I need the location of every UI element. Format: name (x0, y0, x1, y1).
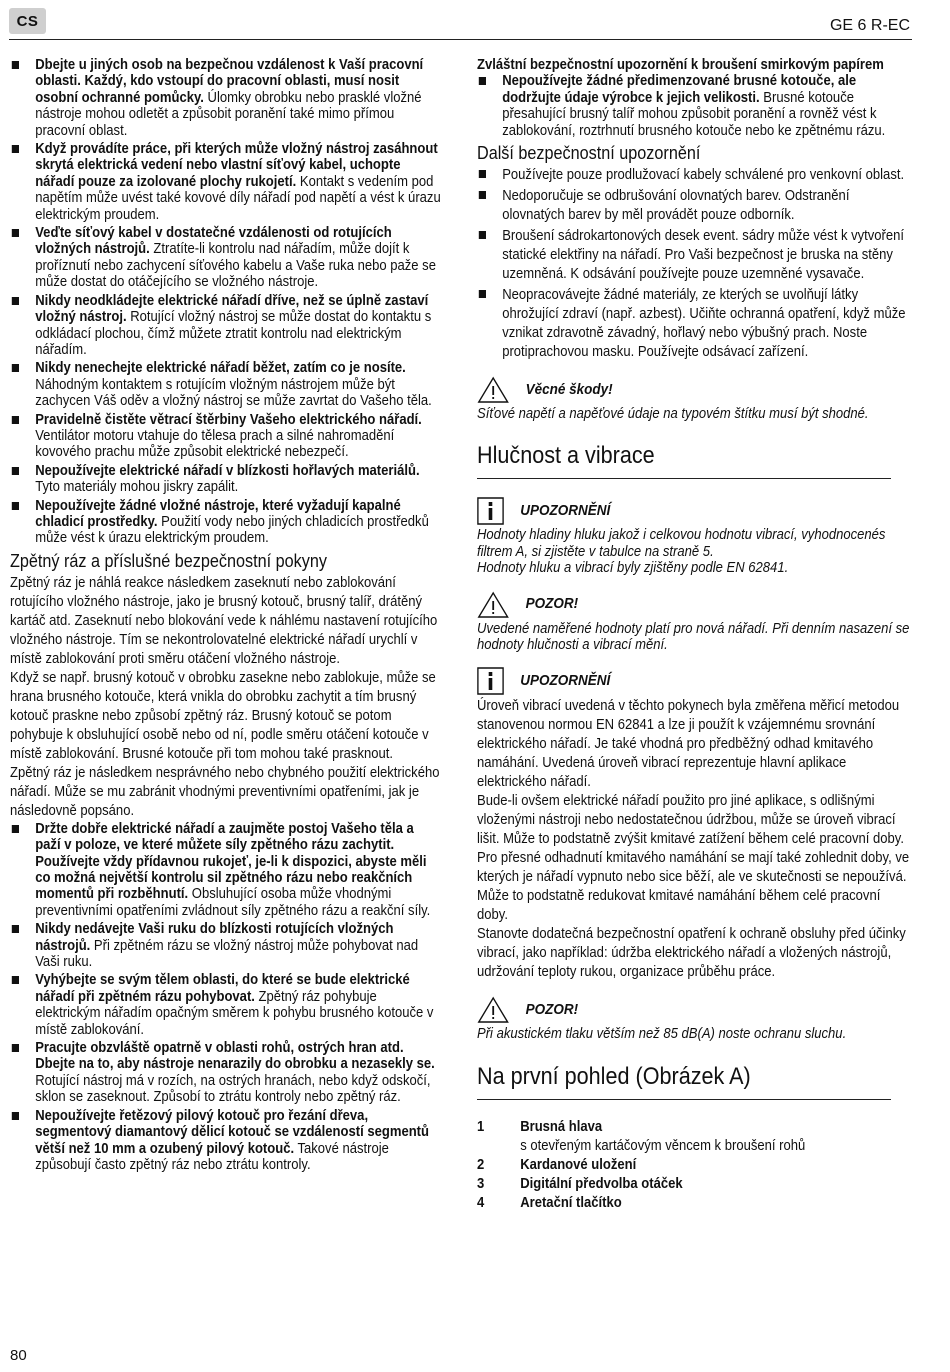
bullet-text: Zpětný ráz pohybuje elektrickým nářadím opačným směrem k pohybu brusného kotouče v místě zablokování. (35, 988, 434, 1038)
overview-item (477, 1194, 910, 1213)
overview-item-label: Kardanové uložení (520, 1156, 637, 1173)
vibration-paragraph: Úroveň vibrací uvedená v těchto pokynech byla změřena měřicí metodou stanovenou normou EN 62841 a lze ji použít k vzájemnému srovnání elektrického nářadí. Je také vhodná pro předběžný odhad kmitavého namáhání. Uvedená úroveň vibrací reprezentuje hlavní aplikace elektrického nářadí. (477, 698, 900, 791)
damage-note-title: Věcné škody! (525, 380, 613, 398)
bullet-text: Takové nástroje způsobují často zpětný ráz nebo ztrátu kontroly. (35, 1140, 389, 1173)
more-safety-bullet: Používejte pouze prodlužovací kabely schválené pro venkovní oblast. (477, 166, 910, 185)
info-note-2-header (477, 667, 910, 695)
bullet-bold: Nepoužívejte žádné předimenzované brusné kotouče, ale dodržujte údaje výrobce k jejich velikosti. (502, 73, 857, 106)
overview-item (477, 1118, 910, 1137)
bullet-text: Kontakt s vedením pod napětím může uvést také kovové díly nářadí pod napětí a vést k úrazu elektrickým proudem. (35, 173, 441, 223)
bullet-text: Ventilátor motoru vtahuje do tělesa prach a silné nahromadění kovového prachu může způsobit elektrické nebezpečí. (35, 427, 395, 461)
overview-item (477, 1156, 910, 1175)
more-safety-bullet: Broušení sádrokartonových desek event. sádry může vést k vytvoření statické elektřiny na nářadí. Pro Vaši bezpečnost je bruska na stěny uzemněná. K odsávání používejte pouze uzemněné vysavače. (477, 227, 910, 284)
overview-item (477, 1175, 910, 1194)
overview-heading-rule (477, 1099, 891, 1100)
caution-2-body: Při akustickém tlaku větším než 85 dB(A) noste ochranu sluchu. (477, 1026, 847, 1043)
overview-item-label: Aretační tlačítko (520, 1194, 622, 1211)
kickback-paragraph: Zpětný ráz je následkem nesprávného nebo chybného použití elektrického nářadí. Může se mu zabránit vhodnými preventivními opatřeními, jak je následovně popsáno. (10, 764, 440, 819)
safety-bullet (10, 293, 442, 359)
noise-heading-rule (477, 478, 891, 479)
safety-bullet (10, 1108, 442, 1174)
bullet-text: Rotující nástroj má v rozích, na ostrých hranách, nebo když odskočí, sklon se zaseknout. Způsobí to ztrátu kontroly nebo zpětný ráz. (35, 1072, 431, 1106)
more-safety-bullet: Neopracovávejte žádné materiály, ze kterých se uvolňují látky ohrožující zdraví (např. azbest). Učiňte ochranná opatření, když může vznikat zdravotně závadný, hořlavý nebo výbušný prach. Noste protiprachovou masku. Používejte odsávací zařízení. (477, 286, 910, 362)
warning-triangle-icon (477, 591, 509, 619)
safety-bullet (10, 463, 442, 496)
model-name: GE 6 R-EC (829, 17, 910, 34)
safety-bullet (10, 921, 442, 970)
safety-bullet (10, 972, 442, 1038)
bullet-bold: Nikdy neodkládejte elektrické nářadí dříve, než se úplně zastaví vložný nástroj. (35, 292, 429, 326)
bullet-bold: Dbejte u jiných osob na bezpečnou vzdálenost k Vaší pracovní oblasti. Každý, kdo vstoupí do pracovní oblasti, musí nosit osobní ochranné pomůcky. (35, 57, 424, 106)
warning-triangle-icon (477, 996, 509, 1024)
safety-bullets-2 (10, 821, 442, 1174)
bullet-bold: Nepoužívejte žádné vložné nástroje, které vyžadují kapalné chladicí prostředky. (35, 497, 401, 530)
bullet-bold: Veďte síťový kabel v dostatečné vzdálenosti od rotujících vložných nástrojů. (35, 225, 392, 258)
info-note-1-title: UPOZORNĚNÍ (520, 502, 611, 520)
caution-2-title: POZOR! (525, 1001, 579, 1019)
language-badge: CS (9, 8, 46, 34)
left-column (10, 57, 442, 1175)
right-column (477, 57, 910, 1213)
safety-bullet (10, 225, 442, 291)
more-safety-bullet: Nedoporučuje se odbrušování olovnatých barev. Odstranění olovnatých barev by měl provádět pouze odborník. (477, 187, 910, 225)
overview-item-number: 4 (477, 1194, 485, 1211)
bullet-text: Náhodným kontaktem s rotujícím vložným nástrojem může být zachycen Váš oděv a vložný nástroj se může zavrtat do Vašeho těla. (35, 376, 432, 410)
bullet-text: Obsluhující osoba může vhodnými preventivními opatřeními zvládnout síly zpětného rázu a reakční síly. (35, 886, 431, 919)
overview-item-number: 3 (477, 1175, 485, 1192)
info-note-1-header (477, 497, 910, 525)
bullet-text: Při zpětném rázu se vložný nástroj může pohybovat nad Vaši ruku. (35, 937, 419, 971)
info-note-1-line: Hodnoty hluku a vibrací byly zjištěny podle EN 62841. (477, 560, 789, 577)
bullet-text: Brusné kotouče přesahující brusný talíř mohou způsobit poranění a rovněž vést k zablokování, roztrhnutí brusného kotouče nebo ke zpětnému rázu. (502, 89, 886, 139)
damage-note-body: Síťové napětí a napěťové údaje na typovém štítku musí být shodné. (477, 406, 869, 423)
safety-bullet (10, 1040, 442, 1106)
noise-heading: Hlučnost a vibrace (477, 442, 655, 470)
overview-item-sub: s otevřeným kartáčovým věncem k broušení rohů (520, 1137, 806, 1154)
bullet-bold: Nepoužívejte řetězový pilový kotouč pro řezání dřeva, segmentový diamantový dělicí kotouč se vzdáleností segmentů větší než 10 mm a ozubený pilový kotouč. (35, 1107, 429, 1157)
bullet-bold: Pravidelně čistěte větrací štěrbiny Vašeho elektrického nářadí. (35, 411, 422, 428)
sanding-bullet (477, 73, 910, 139)
caution-1-title: POZOR! (525, 595, 579, 613)
safety-bullet (10, 412, 442, 461)
safety-bullet (10, 141, 442, 223)
bullet-bold: Držte dobře elektrické nářadí a zaujměte postoj Vašeho těla a paží v poloze, ve které můžete síly zpětného rázu zachytit. Používejte vždy přídavnou rukojeť, je-li k dispozici, abyste měli co možná největší kontrolu sil zpětného rázu nebo reakčních momentů při rozběhnutí. (35, 820, 427, 903)
header-divider (9, 39, 912, 40)
caution-1-header (477, 591, 910, 619)
overview-item-label: Brusná hlava (520, 1118, 603, 1135)
bullet-bold: Když provádíte práce, při kterých může vložný nástroj zasáhnout skrytá elektrická vedení nebo vlastní síťový kabel, uchopte nářadí pouze za izolované plochy rukojetí. (35, 141, 438, 190)
info-icon (477, 497, 504, 525)
bullet-text: Použití vody nebo jiných chladicích prostředků může vést k úrazu elektrickým proudem. (35, 513, 429, 547)
safety-bullet (10, 498, 442, 547)
bullet-bold: Nikdy nenechejte elektrické nářadí běžet, zatím co je nosíte. (35, 360, 406, 377)
bullet-bold: Nepoužívejte elektrické nářadí v blízkosti hořlavých materiálů. (35, 462, 420, 479)
overview-item-number: 1 (477, 1118, 485, 1135)
page-number: 80 (10, 1347, 27, 1364)
caution-2-header (477, 996, 910, 1024)
kickback-paragraph: Když se např. brusný kotouč v obrobku zasekne nebo zablokuje, může se hrana brusného kotouče, která vnikla do obrobku zachytit a tím brusný kotouč praskne nebo způsobí zpětný ráz. Brusný kotouč se potom pohybuje k obsluhující osobě nebo od ní, podle směru otáčení kotouče v místě zablokování. Brusné kotouče při tom mohou také prasknout. (10, 669, 436, 762)
info-note-2-title: UPOZORNĚNÍ (520, 672, 611, 690)
kickback-heading: Zpětný ráz a příslušné bezpečnostní pokyny (10, 550, 327, 571)
safety-bullets-1 (10, 57, 442, 547)
bullet-text: Rotující vložný nástroj se může dostat do kontaktu s odkládací plochou, čímž můžete ztratit kontrolu nad elektrickým nářadím. (35, 309, 432, 358)
bullet-bold: Vyhýbejte se svým tělem oblasti, do které se bude elektrické nářadí při zpětném rázu pohybovat. (35, 972, 410, 1005)
bullet-text: Tyto materiály mohou jiskry zapálit. (35, 479, 239, 496)
damage-note-header (477, 376, 910, 404)
bullet-text: Ztratíte-li kontrolu nad nářadím, může dojít k proříznutí nebo zachycení síťového kabelu a Vaše ruka nebo paže se může dostat do otáčejícího se vložného nástroje. (35, 241, 436, 291)
bullet-bold: Pracujte obzvláště opatrně v oblasti rohů, ostrých hran atd. Dbejte na to, aby nástroje nenarazily do obrobku a nezasekly se. (35, 1040, 435, 1073)
overview-item-number: 2 (477, 1156, 485, 1173)
overview-heading: Na první pohled (Obrázek A) (477, 1062, 751, 1090)
overview-list (477, 1118, 910, 1213)
vibration-paragraph: Bude-li ovšem elektrické nářadí použito pro jiné aplikace, s odlišnými vloženými nástroji nebo nedostatečnou údržbou, může se úroveň vibrací lišit. Může to podstatně zvýšit kmitavé zatížení během celé pracovní doby. (477, 793, 904, 848)
vibration-paragraph: Stanovte dodatečná bezpečnostní opatření k ochraně obsluhy před účinky vibrací, jako například: údržba elektrického nářadí a vložených nástrojů, udržování teploty rukou, organizace průběhu práce. (477, 926, 906, 981)
safety-bullet (10, 57, 442, 139)
sanding-heading: Zvláštní bezpečnostní upozornění k broušení smirkovým papírem (477, 57, 884, 73)
info-icon (477, 667, 504, 695)
bullet-bold: Nikdy nedávejte Vaši ruku do blízkosti rotujících vložných nástrojů. (35, 921, 394, 954)
kickback-paragraph: Zpětný ráz je náhlá reakce následkem zaseknutí nebo zablokování rotujícího vložného nástroje, jako je brusný kotouč, brusný talíř, drátěný kartáč atd. Zaseknutí nebo blokování vede k náhlému nastavení rotujícího vložného nástroje. Tím se nekontrolovatelné elektrické nářadí urychlí v místě zablokování proti směru otáčení vložného nástroje. (10, 574, 438, 667)
warning-triangle-icon (477, 376, 509, 404)
more-safety-heading: Další bezpečnostní upozornění (477, 143, 701, 164)
overview-item-label: Digitální předvolba otáček (520, 1175, 683, 1192)
caution-1-body: Uvedené naměřené hodnoty platí pro nová nářadí. Při denním nasazení se hodnoty hlučnosti a vibrací mění. (477, 620, 910, 654)
safety-bullet (10, 360, 442, 409)
vibration-paragraph: Pro přesné odhadnutí kmitavého namáhání se mají také zohlednit doby, ve kterých je nářadí vypnuto nebo sice běží, ale ve skutečnosti se nepoužívá. Může to podstatně redukovat kmitavé namáhání během celé pracovní doby. (477, 850, 910, 924)
bullet-text: Úlomky obrobku nebo prasklé vložné nástroje mohou odletět a způsobit poranění také mimo přímou pracovní oblast. (35, 89, 422, 139)
safety-bullet (10, 821, 442, 919)
info-note-1-line: Hodnoty hladiny hluku jakož i celkovou hodnotu vibrací, vyhodnocenés filtrem A, si zjistěte v tabulce na straně 5. (477, 527, 886, 560)
